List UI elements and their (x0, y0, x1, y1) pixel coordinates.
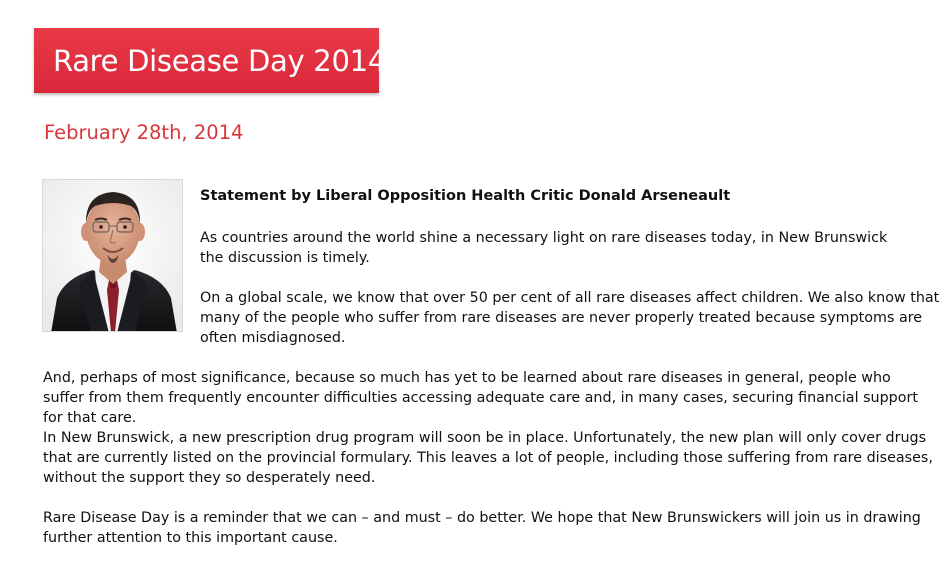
title-banner (34, 28, 386, 93)
page-title: Rare Disease Day 2014 (53, 43, 386, 78)
publication-date: February 28th, 2014 (44, 121, 244, 144)
statement-paragraph-2: On a global scale, we know that over 50 per cent of all rare diseases affect children. We also know that many of the people who suffer from rare diseases are never properly treated because symptoms are often misdiagnosed. (200, 290, 940, 346)
statement-paragraph-5: Rare Disease Day is a reminder that we can – and must – do better. We hope that New Brunswickers will join us in drawing further attention to this important cause. (43, 510, 921, 546)
statement-paragraph-1: As countries around the world shine a necessary light on rare diseases today, in New Brunswick the discussion is timely. (200, 230, 888, 266)
statement-heading: Statement by Liberal Opposition Health Critic Donald Arseneault (200, 188, 731, 204)
person-portrait-icon (42, 179, 183, 332)
statement-paragraph-3: And, perhaps of most significance, because so much has yet to be learned about rare diseases in general, people who suffer from them frequently encounter difficulties accessing adequate care and, in many cases, securing financial support for that care. (43, 370, 918, 426)
statement-paragraph-4: In New Brunswick, a new prescription drug program will soon be in place. Unfortunately, the new plan will only cover drugs that are currently listed on the provincial formulary. This leaves a lot of people, including those suffering from rare diseases, without the support they so desperately need. (43, 430, 933, 486)
